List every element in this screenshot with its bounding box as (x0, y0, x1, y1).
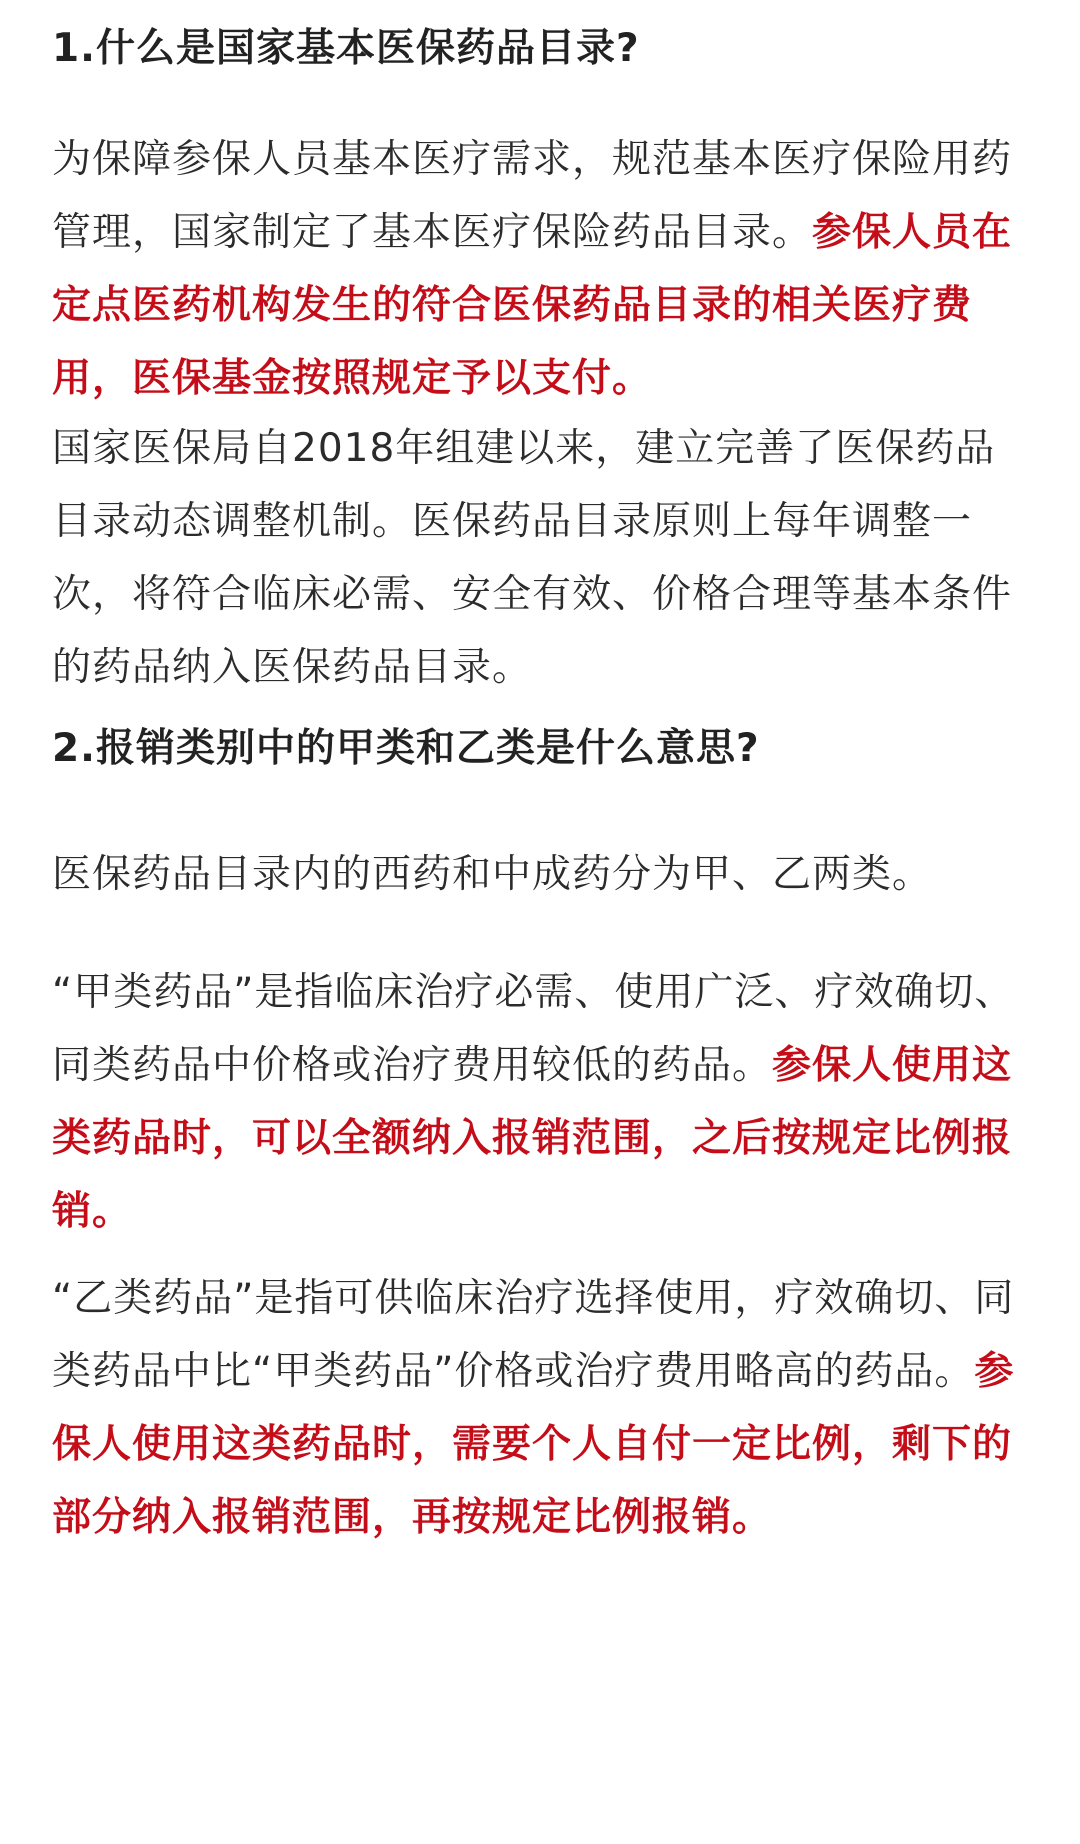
section-2-paragraph-2 (52, 956, 1030, 1248)
highlighted-text: 参保人员在定点医药机构发生的符合医保药品目录的相关医疗费用，医保基金按照规定予以支付。 (52, 210, 1013, 401)
section-2-paragraph-1 (52, 838, 1030, 911)
paragraph-text: “甲类药品”是指临床治疗必需、使用广泛、疗效确切、同类药品中价格或治疗费用较低的药品。 (52, 970, 1015, 1088)
section-2-paragraph-3 (52, 1262, 1030, 1554)
highlighted-text: 参保人使用这类药品时，可以全额纳入报销范围，之后按规定比例报销。 (52, 1043, 1013, 1234)
paragraph-text: 医保药品目录内的西药和中成药分为甲、乙两类。 (52, 852, 933, 897)
section-2-heading: 2.报销类别中的甲类和乙类是什么意思? (52, 726, 760, 771)
highlighted-text: 参保人使用这类药品时，需要个人自付一定比例，剩下的部分纳入报销范围，再按规定比例报销。 (52, 1349, 1015, 1540)
paragraph-text: 国家医保局自2018年组建以来，建立完善了医保药品目录动态调整机制。医保药品目录原则上每年调整一次，将符合临床必需、安全有效、价格合理等基本条件的药品纳入医保药品目录。 (52, 426, 1013, 690)
section-1-paragraph-1 (52, 123, 1030, 415)
paragraph-text: “乙类药品”是指可供临床治疗选择使用，疗效确切、同类药品中比“甲类药品”价格或治疗费用略高的药品。 (52, 1276, 1015, 1394)
section-1-heading: 1.什么是国家基本医保药品目录? (52, 26, 640, 71)
paragraph-text: 为保障参保人员基本医疗需求，规范基本医疗保险用药管理，国家制定了基本医疗保险药品目录。 (52, 137, 1013, 255)
section-1-paragraph-2 (52, 412, 1030, 704)
